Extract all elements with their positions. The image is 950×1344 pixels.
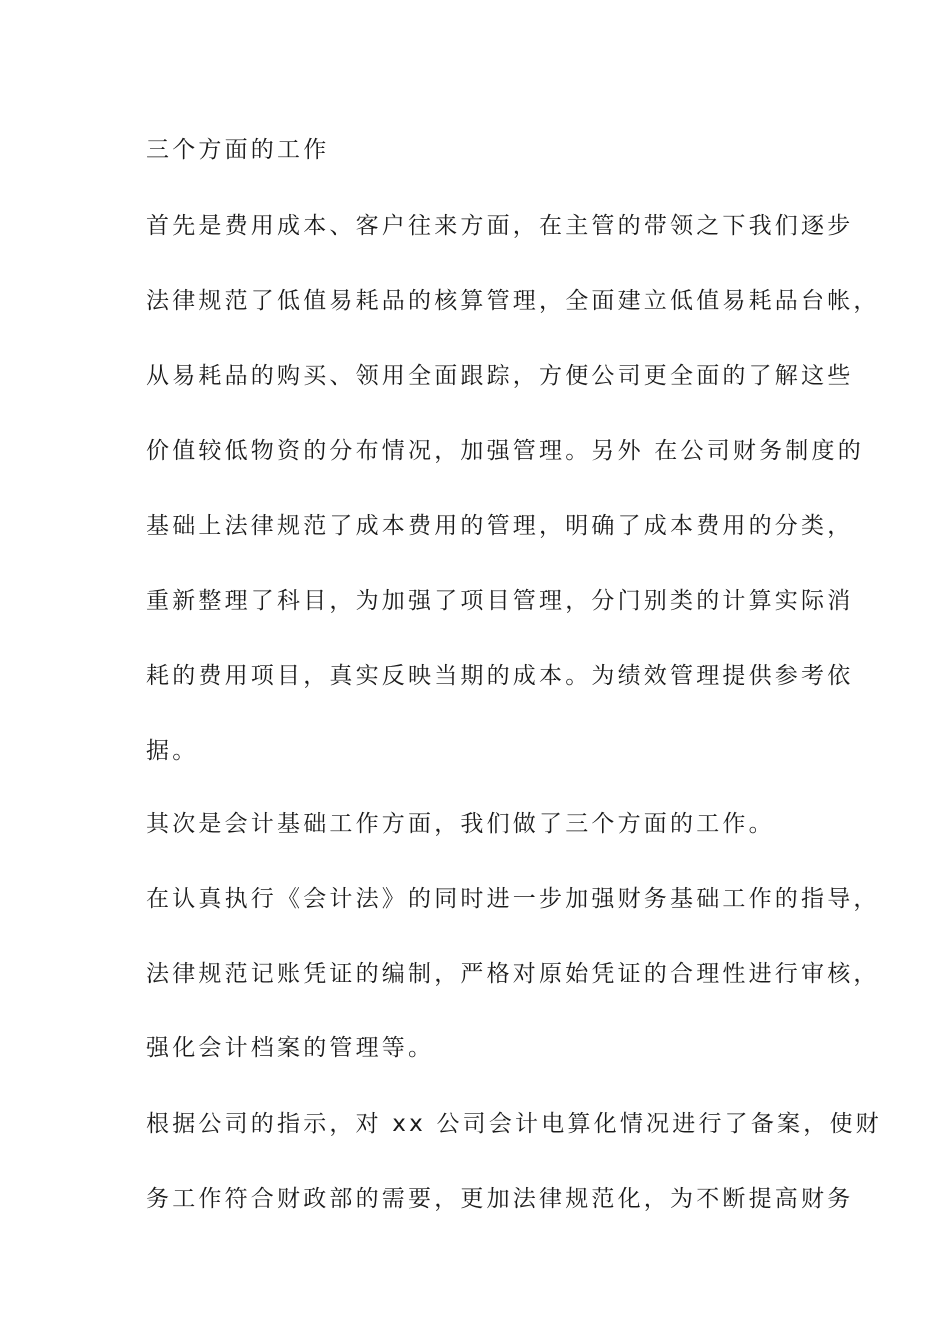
document-heading: 三个方面的工作 [146, 137, 330, 163]
paragraph-line: 法律规范了低值易耗品的核算管理，全面建立低值易耗品台帐， [146, 288, 880, 314]
paragraph-line: 根据公司的指示，对 xx 公司会计电算化情况进行了备案，使财 [146, 1111, 882, 1137]
paragraph-line: 务工作符合财政部的需要，更加法律规范化，为不断提高财务 [146, 1186, 854, 1212]
paragraph-line: 其次是会计基础工作方面，我们做了三个方面的工作。 [146, 811, 775, 837]
paragraph-line: 法律规范记账凭证的编制，严格对原始凭证的合理性进行审核， [146, 961, 880, 987]
paragraph-line: 耗的费用项目，真实反映当期的成本。为绩效管理提供参考依 [146, 663, 854, 689]
paragraph-line: 强化会计档案的管理等。 [146, 1035, 435, 1061]
paragraph-line: 据。 [146, 738, 199, 764]
paragraph-line: 从易耗品的购买、领用全面跟踪，方便公司更全面的了解这些 [146, 363, 854, 389]
paragraph-line: 重新整理了科目，为加强了项目管理，分门别类的计算实际消 [146, 588, 854, 614]
paragraph-line: 首先是费用成本、客户往来方面，在主管的带领之下我们逐步 [146, 213, 854, 239]
paragraph-line: 基础上法律规范了成本费用的管理，明确了成本费用的分类， [146, 513, 854, 539]
paragraph-line: 价值较低物资的分布情况，加强管理。另外 在公司财务制度的 [146, 438, 864, 464]
paragraph-line: 在认真执行《会计法》的同时进一步加强财务基础工作的指导， [146, 886, 880, 912]
